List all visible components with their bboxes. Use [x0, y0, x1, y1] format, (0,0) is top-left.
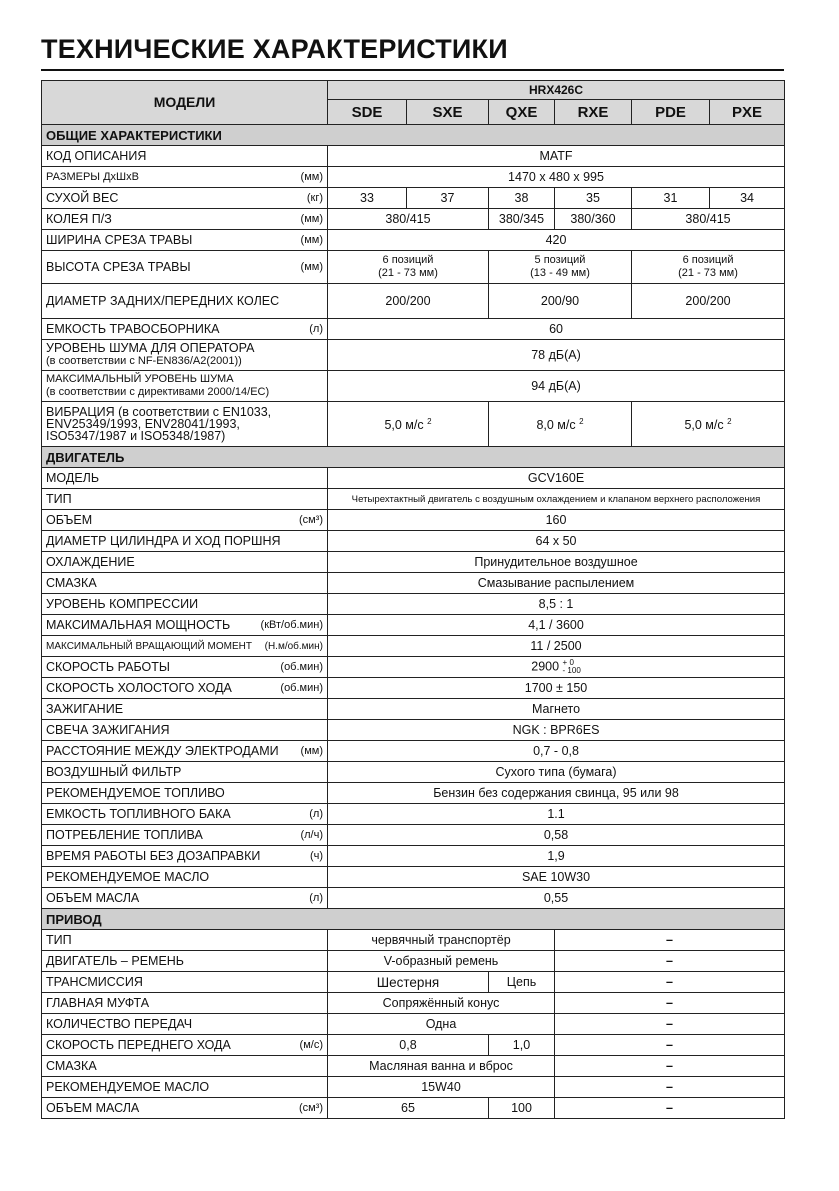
row-drive-oil: РЕКОМЕНДУЕМОЕ МАСЛО 15W40 – [42, 1077, 785, 1098]
row-engine-volume: ОБЪЕМ (см³) 160 [42, 510, 785, 531]
row-tank: ЕМКОСТЬ ТОПЛИВНОГО БАКА (л) 1.1 [42, 804, 785, 825]
row-engine-oil-volume: ОБЪЕМ МАСЛА (л) 0,55 [42, 888, 785, 909]
row-transmission: ТРАНСМИССИЯ Шестерня Цепь – [42, 972, 785, 993]
series-label: HRX426C [328, 81, 785, 100]
section-engine: ДВИГАТЕЛЬ [42, 447, 785, 468]
row-air-filter: ВОЗДУШНЫЙ ФИЛЬТР Сухого типа (бумага) [42, 762, 785, 783]
variant-pde: PDE [632, 100, 710, 125]
row-dims: РАЗМЕРЫ ДxШxВ (мм) 1470 x 480 x 995 [42, 167, 785, 188]
row-engine-lubrication: СМАЗКА Смазывание распылением [42, 573, 785, 594]
row-torque: МАКСИМАЛЬНЫЙ ВРАЩАЮЩИЙ МОМЕНТ (Н.м/об.мин) 11 / 2500 [42, 636, 785, 657]
variant-qxe: QXE [489, 100, 555, 125]
row-idle: СКОРОСТЬ ХОЛОСТОГО ХОДА (об.мин) 1700 ± 150 [42, 678, 785, 699]
row-code: КОД ОПИСАНИЯ MATF [42, 146, 785, 167]
row-weight: СУХОЙ ВЕС (кг) 33 37 38 35 31 34 [42, 188, 785, 209]
page-title: ТЕХНИЧЕСКИЕ ХАРАКТЕРИСТИКИ [41, 34, 508, 64]
models-label: МОДЕЛИ [42, 81, 328, 125]
row-power: МАКСИМАЛЬНАЯ МОЩНОСТЬ (кВт/об.мин) 4,1 / 3600 [42, 615, 785, 636]
row-fuel: РЕКОМЕНДУЕМОЕ ТОПЛИВО Бензин без содержания свинца, 95 или 98 [42, 783, 785, 804]
spec-table [41, 80, 785, 1119]
variant-pxe: PXE [710, 100, 785, 125]
row-speed: СКОРОСТЬ РАБОТЫ (об.мин) 2900 + 0 - 100 [42, 657, 785, 678]
section-drive: ПРИВОД [42, 909, 785, 930]
row-track: КОЛЕЯ П/З (мм) 380/415 380/345 380/360 380/415 [42, 209, 785, 230]
row-cut-width: ШИРИНА СРЕЗА ТРАВЫ (мм) 420 [42, 230, 785, 251]
variant-sde: SDE [328, 100, 407, 125]
row-runtime: ВРЕМЯ РАБОТЫ БЕЗ ДОЗАПРАВКИ (ч) 1,9 [42, 846, 785, 867]
title-rule [41, 69, 784, 71]
row-plug: СВЕЧА ЗАЖИГАНИЯ NGK : BPR6ES [42, 720, 785, 741]
row-ignition: ЗАЖИГАНИЕ Магнето [42, 699, 785, 720]
row-bag: ЕМКОСТЬ ТРАВОСБОРНИКА (л) 60 [42, 319, 785, 340]
row-noise-max: МАКСИМАЛЬНЫЙ УРОВЕНЬ ШУМА (в соответствии с директивами 2000/14/ЕС) 94 дБ(А) [42, 371, 785, 402]
row-gears: КОЛИЧЕСТВО ПЕРЕДАЧ Одна – [42, 1014, 785, 1035]
row-fwd-speed: СКОРОСТЬ ПЕРЕДНЕГО ХОДА (м/с) 0,8 1,0 – [42, 1035, 785, 1056]
row-cut-height: ВЫСОТА СРЕЗА ТРАВЫ (мм) 6 позиций (21 - 73 мм) 5 позиций (13 - 49 мм) 6 позиций (21 - 73 мм) [42, 251, 785, 284]
row-wheels: ДИАМЕТР ЗАДНИХ/ПЕРЕДНИХ КОЛЕС 200/200 200/90 200/200 [42, 284, 785, 319]
header-row [42, 81, 785, 100]
row-drive-belt: ДВИГАТЕЛЬ – РЕМЕНЬ V-образный ремень – [42, 951, 785, 972]
row-vibration: ВИБРАЦИЯ (в соответствии с EN1033, ENV25349/1993, ENV28041/1993, ISO5347/1987 и ISO5348/1987) 5,0 м/с $^2$ 8,0 м/с $^2$ 5,0 м/с $^2$ [42, 402, 785, 447]
variant-rxe: RXE [555, 100, 632, 125]
section-general: ОБЩИЕ ХАРАКТЕРИСТИКИ [42, 125, 785, 146]
row-engine-type: ТИП Четырехтактный двигатель с воздушным охлаждением и клапаном верхнего расположения [42, 489, 785, 510]
row-engine-oil: РЕКОМЕНДУЕМОЕ МАСЛО SAE 10W30 [42, 867, 785, 888]
row-engine-model: МОДЕЛЬ GCV160E [42, 468, 785, 489]
row-clutch: ГЛАВНАЯ МУФТА Сопряжённый конус – [42, 993, 785, 1014]
row-drive-type: ТИП червячный транспортёр – [42, 930, 785, 951]
row-drive-lubrication: СМАЗКА Масляная ванна и вброс – [42, 1056, 785, 1077]
row-consumption: ПОТРЕБЛЕНИЕ ТОПЛИВА (л/ч) 0,58 [42, 825, 785, 846]
row-bore: ДИАМЕТР ЦИЛИНДРА И ХОД ПОРШНЯ 64 x 50 [42, 531, 785, 552]
row-noise-operator: УРОВЕНЬ ШУМА ДЛЯ ОПЕРАТОРА (в соответствии с NF-EN836/A2(2001)) 78 дБ(А) [42, 340, 785, 371]
row-gap: РАССТОЯНИЕ МЕЖДУ ЭЛЕКТРОДАМИ (мм) 0,7 - 0,8 [42, 741, 785, 762]
variant-sxe: SXE [407, 100, 489, 125]
row-cooling: ОХЛАЖДЕНИЕ Принудительное воздушное [42, 552, 785, 573]
row-compression: УРОВЕНЬ КОМПРЕССИИ 8,5 : 1 [42, 594, 785, 615]
row-drive-oil-volume: ОБЪЕМ МАСЛА (см³) 65 100 – [42, 1098, 785, 1119]
